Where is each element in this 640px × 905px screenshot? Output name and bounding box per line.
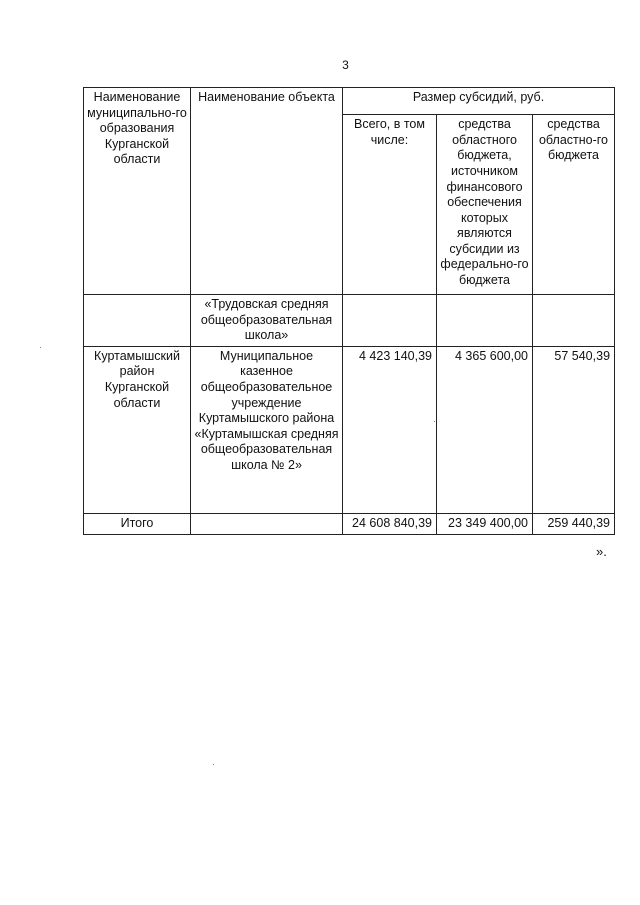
table-totals-row [84, 513, 615, 534]
table-row [84, 346, 615, 513]
closing-quote-mark: ». [596, 544, 607, 559]
header-regional-federal: средства областного бюджета, источником финансового обеспечения которых являются субсидии из федерально-го бюджета [437, 115, 533, 295]
totals-object [191, 513, 343, 534]
scan-speck [40, 347, 41, 348]
header-municipality: Наименование муниципально-го образования Курганской области [84, 88, 191, 295]
cell-municipality [84, 295, 191, 347]
table-row [84, 295, 615, 347]
totals-total: 24 608 840,39 [343, 513, 437, 534]
header-regional: средства областно-го бюджета [533, 115, 615, 295]
header-object: Наименование объекта [191, 88, 343, 295]
cell-object: Муниципальное казенное общеобразовательное учреждение Куртамышского района «Куртамышская средняя общеобразовательная школа № 2» [191, 346, 343, 513]
subsidy-table [83, 87, 615, 535]
cell-regional-federal [437, 295, 533, 347]
page-number: 3 [342, 58, 349, 72]
cell-regional: 57 540,39 [533, 346, 615, 513]
totals-label: Итого [84, 513, 191, 534]
totals-regional: 259 440,39 [533, 513, 615, 534]
cell-regional-federal: 4 365 600,00 [437, 346, 533, 513]
totals-regional-federal: 23 349 400,00 [437, 513, 533, 534]
cell-object: «Трудовская средняя общеобразовательная школа» [191, 295, 343, 347]
cell-regional [533, 295, 615, 347]
cell-municipality: Куртамышский район Курганской области [84, 346, 191, 513]
header-total: Всего, в том числе: [343, 115, 437, 295]
scan-speck [434, 421, 435, 422]
cell-total [343, 295, 437, 347]
scan-speck [213, 764, 214, 765]
header-subsidy-group: Размер субсидий, руб. [343, 88, 615, 115]
cell-total: 4 423 140,39 [343, 346, 437, 513]
table-header-row [84, 88, 615, 115]
